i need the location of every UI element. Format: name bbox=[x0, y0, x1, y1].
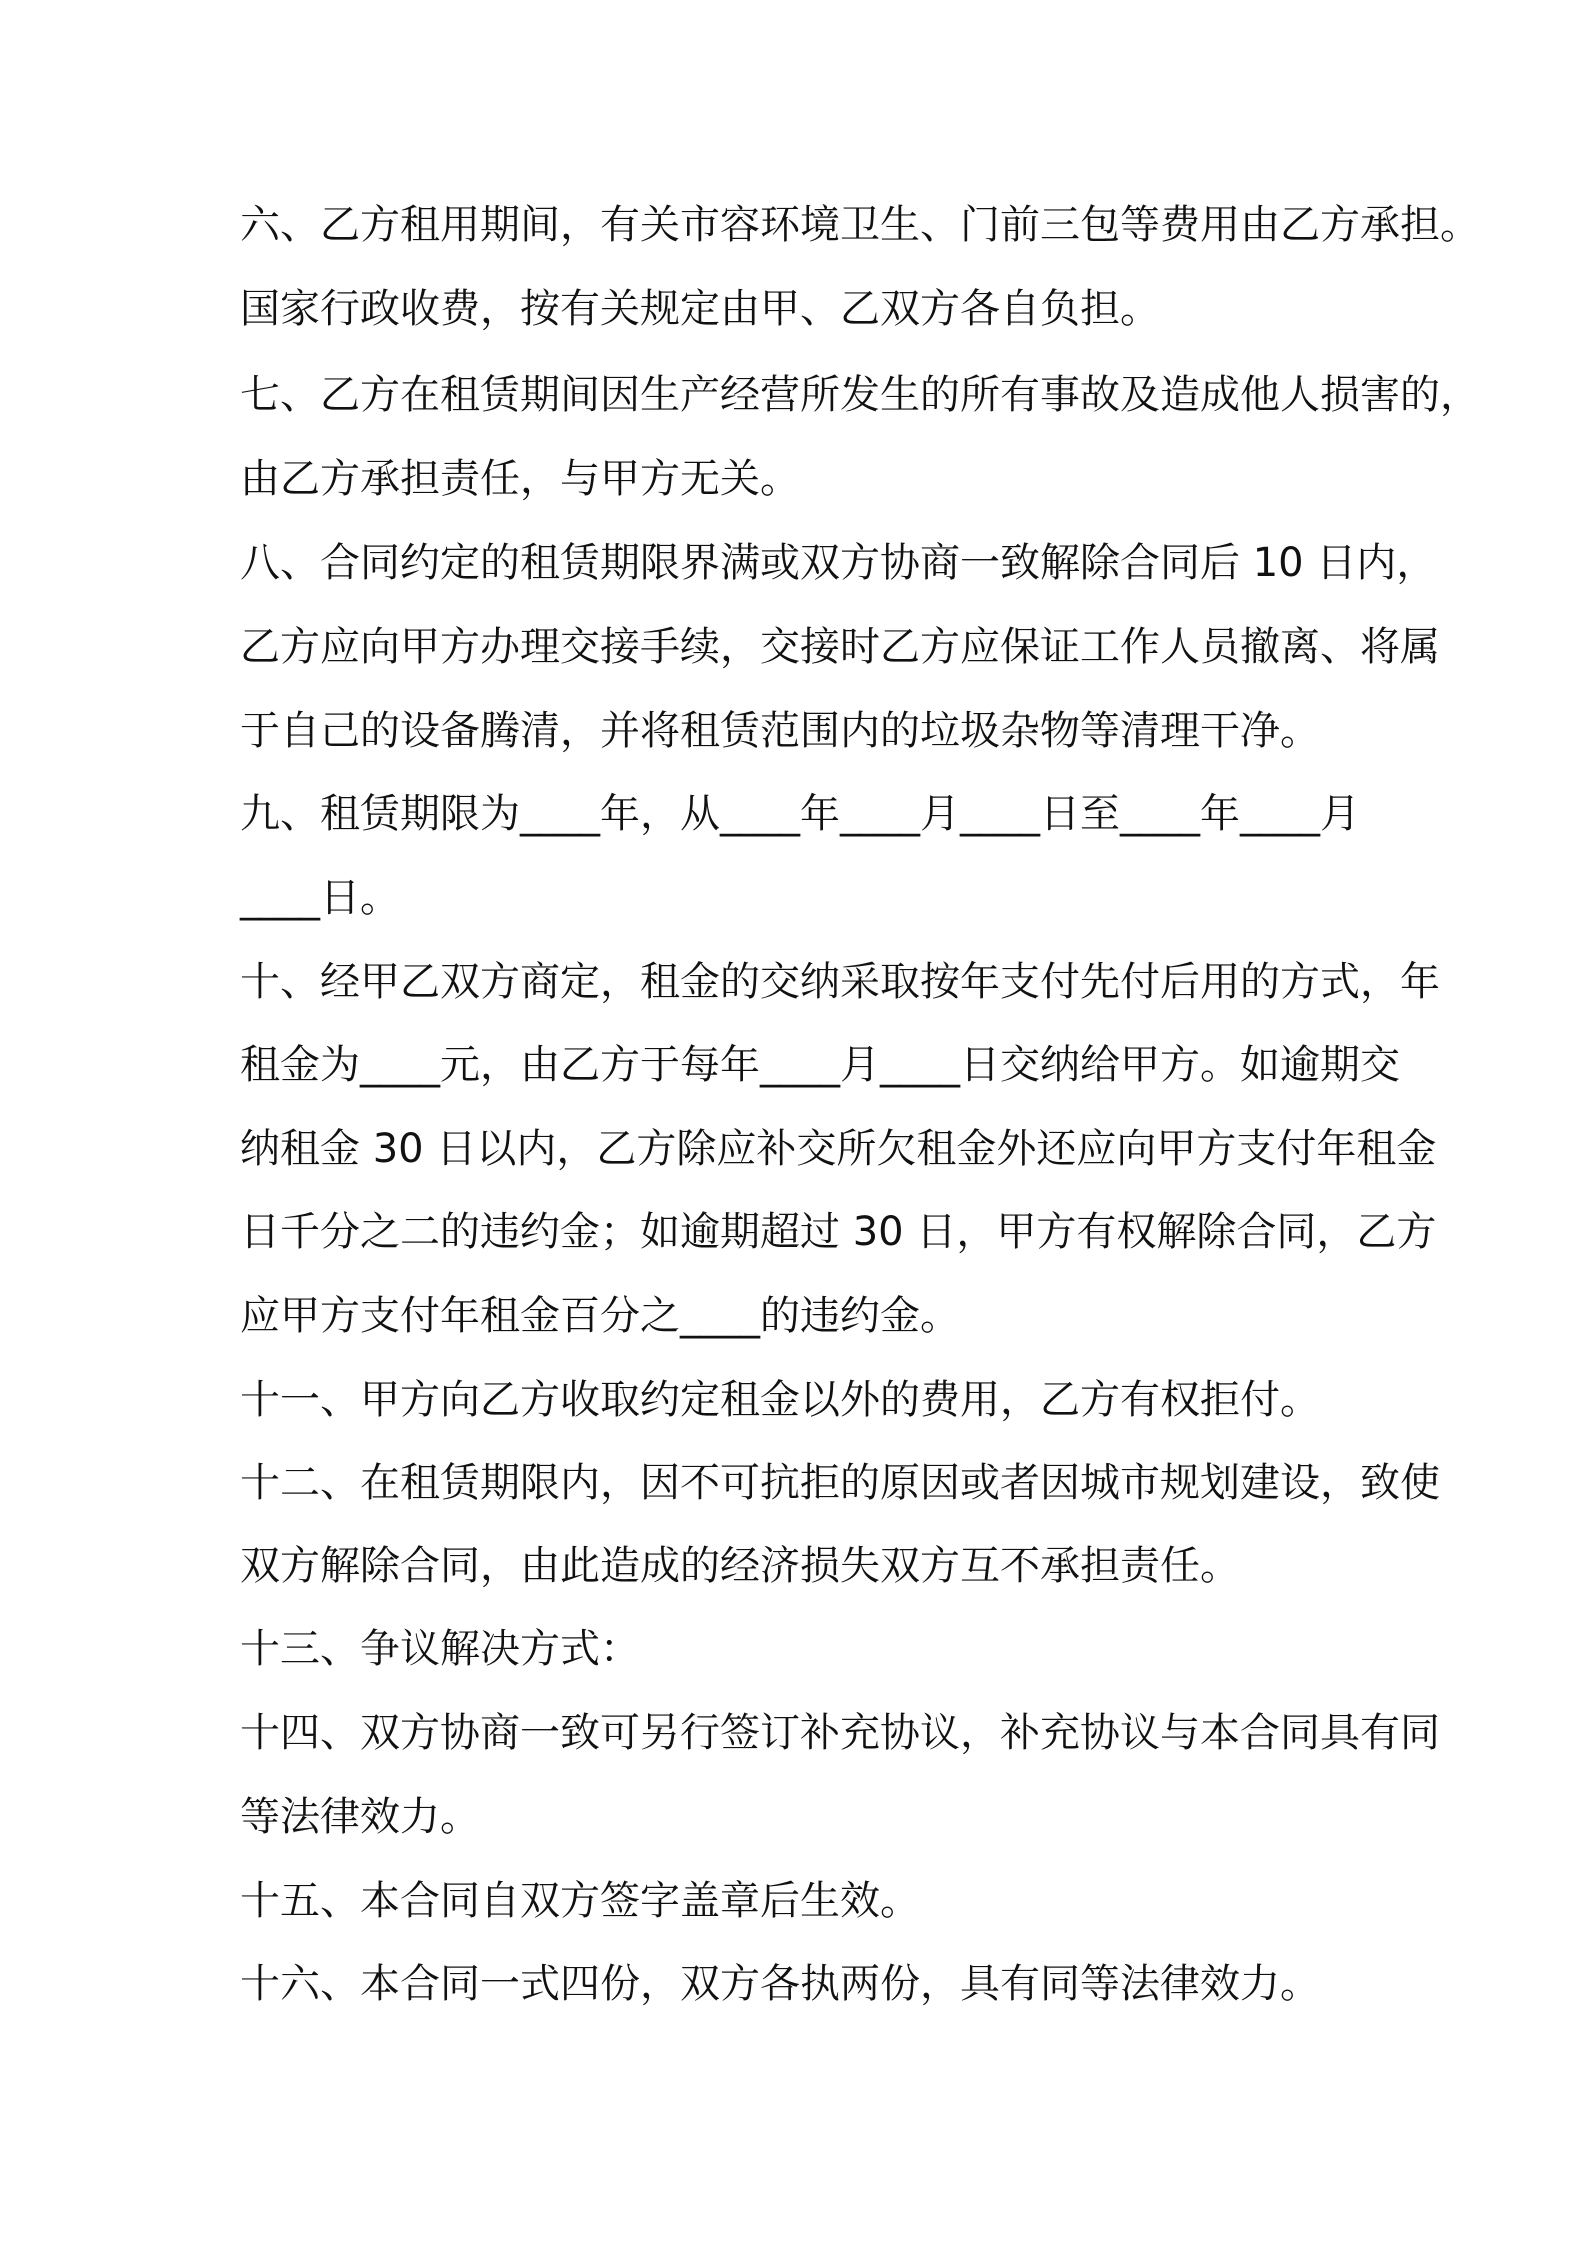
text-line: 十六、本合同一式四份，双方各执两份，具有同等法律效力。 bbox=[240, 1961, 1320, 2007]
text-line: ____日。 bbox=[240, 875, 400, 921]
text-line: 乙方应向甲方办理交接手续，交接时乙方应保证工作人员撤离、将属 bbox=[240, 624, 1440, 670]
text-line: 十二、在租赁期限内，因不可抗拒的原因或者因城市规划建设，致使 bbox=[240, 1460, 1440, 1506]
text-line: 十五、本合同自双方签字盖章后生效。 bbox=[240, 1878, 920, 1924]
text-line: 纳租金 30 日以内，乙方除应补交所欠租金外还应向甲方支付年租金 bbox=[240, 1126, 1437, 1172]
text-line: 国家行政收费，按有关规定由甲、乙双方各自负担。 bbox=[240, 286, 1160, 332]
text-line: 日千分之二的违约金；如逾期超过 30 日，甲方有权解除合同，乙方 bbox=[240, 1209, 1437, 1255]
text-line: 十、经甲乙双方商定，租金的交纳采取按年支付先付后用的方式，年 bbox=[240, 959, 1440, 1005]
text-line: 应甲方支付年租金百分之____的违约金。 bbox=[240, 1293, 960, 1339]
text-line: 六、乙方租用期间，有关市容环境卫生、门前三包等费用由乙方承担。 bbox=[240, 202, 1480, 248]
text-line: 七、乙方在租赁期间因生产经营所发生的所有事故及造成他人损害的， bbox=[240, 372, 1480, 418]
text-line: 于自己的设备腾清，并将租赁范围内的垃圾杂物等清理干净。 bbox=[240, 708, 1320, 754]
text-line: 双方解除合同，由此造成的经济损失双方互不承担责任。 bbox=[240, 1543, 1240, 1589]
text-line: 九、租赁期限为____年，从____年____月____日至____年____月 bbox=[240, 791, 1360, 837]
text-line: 八、合同约定的租赁期限界满或双方协商一致解除合同后 10 日内， bbox=[240, 540, 1437, 586]
text-line: 由乙方承担责任，与甲方无关。 bbox=[240, 456, 800, 502]
text-line: 租金为____元，由乙方于每年____月____日交纳给甲方。如逾期交 bbox=[240, 1042, 1400, 1088]
text-line: 十四、双方协商一致可另行签订补充协议，补充协议与本合同具有同 bbox=[240, 1710, 1440, 1756]
text-line: 十一、甲方向乙方收取约定租金以外的费用，乙方有权拒付。 bbox=[240, 1377, 1320, 1423]
text-line: 等法律效力。 bbox=[240, 1794, 480, 1840]
text-line: 十三、争议解决方式： bbox=[240, 1626, 640, 1672]
